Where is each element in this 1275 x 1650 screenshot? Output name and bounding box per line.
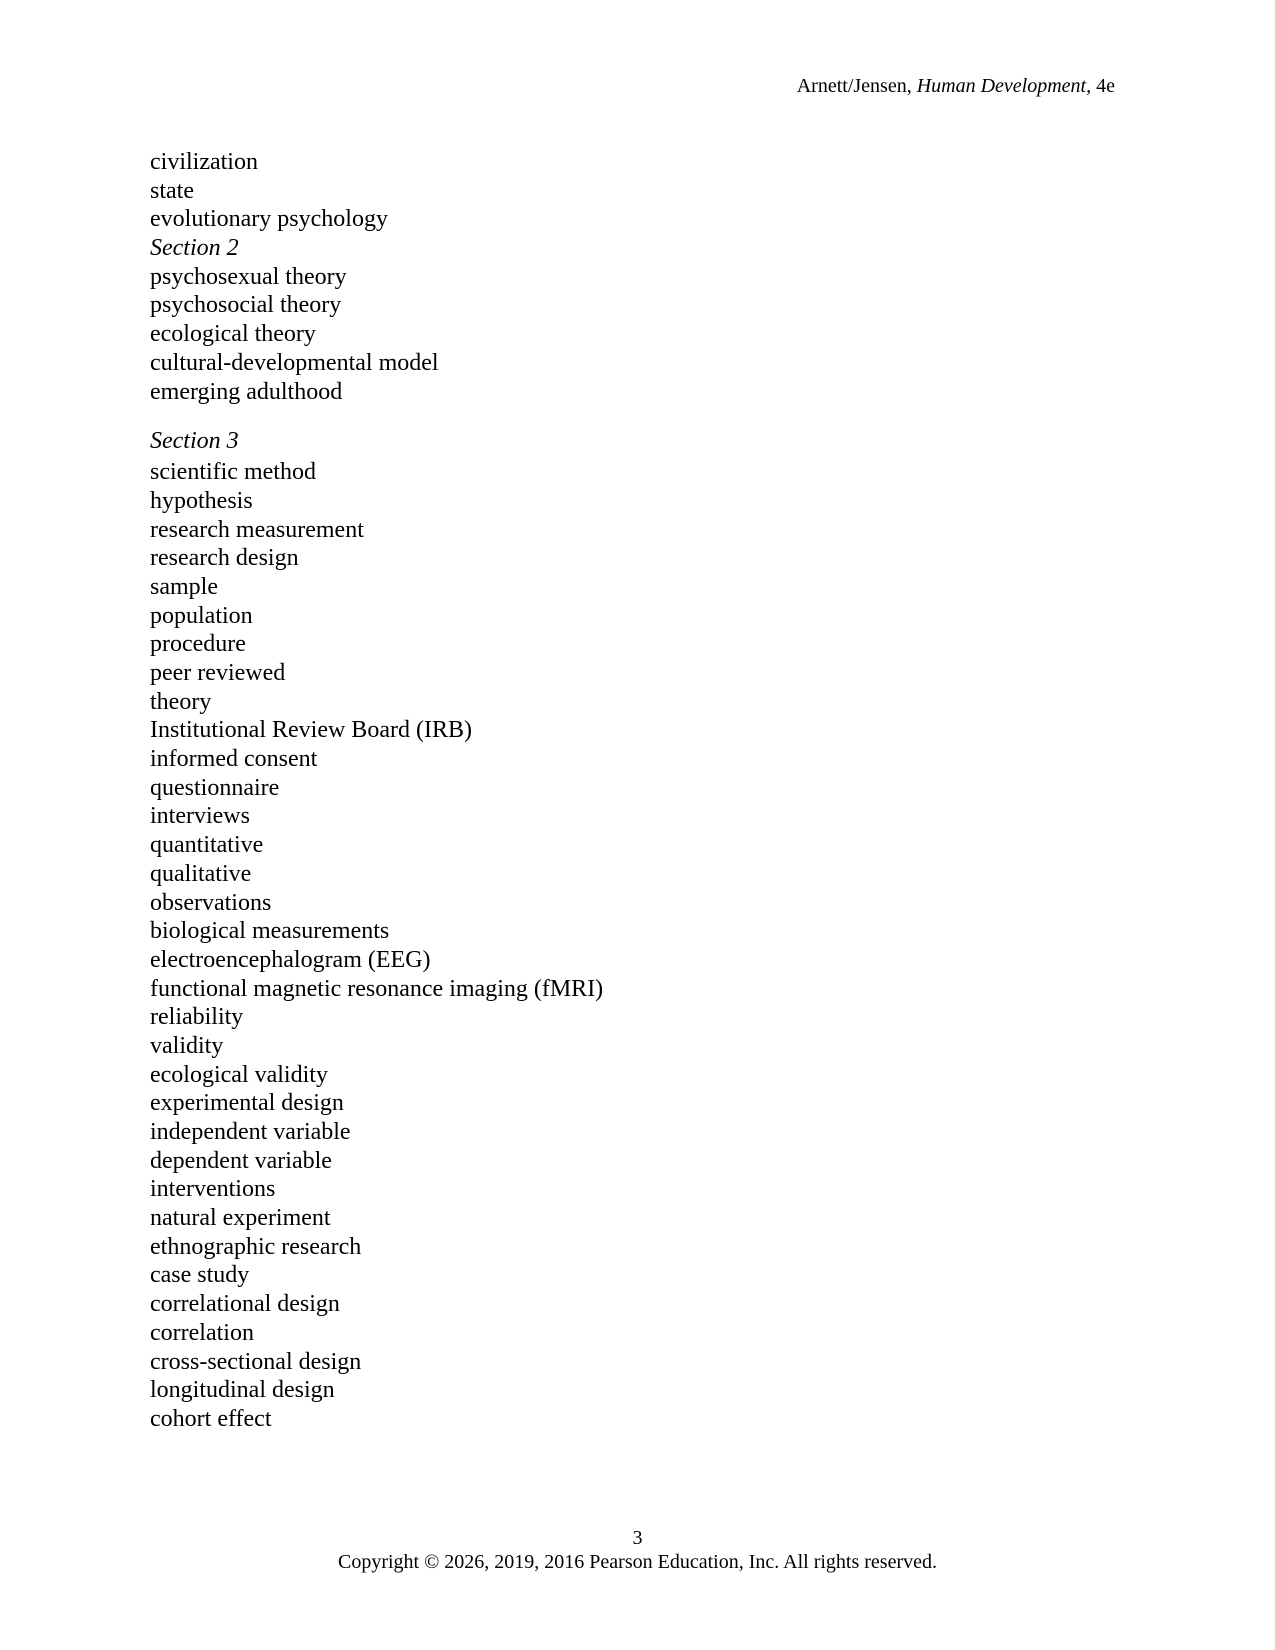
term-item: cross-sectional design <box>150 1348 362 1375</box>
term-item: emerging adulthood <box>150 378 343 405</box>
term-item: scientific method <box>150 459 316 486</box>
term-item: correlation <box>150 1319 254 1346</box>
term-item: experimental design <box>150 1090 344 1117</box>
term-item: validity <box>150 1032 224 1059</box>
term-item: psychosocial theory <box>150 292 342 319</box>
term-item: ecological validity <box>150 1061 328 1088</box>
term-item: cultural-developmental model <box>150 349 439 376</box>
term-item: questionnaire <box>150 774 280 801</box>
term-item: correlational design <box>150 1291 340 1318</box>
term-item: ethnographic research <box>150 1233 362 1260</box>
term-item: longitudinal design <box>150 1377 335 1404</box>
term-item: interventions <box>150 1176 276 1203</box>
running-header <box>797 74 1115 98</box>
header-edition: 4e <box>1091 75 1115 97</box>
term-item: observations <box>150 889 272 916</box>
term-item: dependent variable <box>150 1147 332 1174</box>
term-item: peer reviewed <box>150 660 286 686</box>
term-item: functional magnetic resonance imaging (fMRI) <box>150 975 604 1002</box>
term-item: electroencephalogram (EEG) <box>150 946 431 973</box>
term-item: sample <box>150 573 218 600</box>
term-item: reliability <box>150 1004 244 1031</box>
term-item: research design <box>150 545 299 572</box>
section-2-heading: Section 2 <box>150 235 239 262</box>
term-item: Institutional Review Board (IRB) <box>150 717 472 744</box>
term-item: evolutionary psychology <box>150 206 388 233</box>
term-item: biological measurements <box>150 918 390 945</box>
term-item: qualitative <box>150 860 252 887</box>
header-authors: Arnett/Jensen, <box>796 75 917 97</box>
term-item: population <box>150 602 253 629</box>
term-item: hypothesis <box>150 487 253 514</box>
term-item: case study <box>150 1262 250 1289</box>
term-item: procedure <box>150 631 246 658</box>
term-item: interviews <box>150 803 250 830</box>
term-item: state <box>150 177 194 204</box>
term-item: theory <box>150 688 212 715</box>
copyright-notice: Copyright © 2026, 2019, 2016 Pearson Education, Inc. All rights reserved. <box>338 1551 937 1573</box>
term-list <box>150 148 603 1434</box>
header-book-title: Human Development, <box>916 75 1092 97</box>
section-3-heading: Section 3 <box>150 428 239 455</box>
term-item: informed consent <box>150 746 318 773</box>
term-item: natural experiment <box>150 1205 331 1232</box>
term-item: independent variable <box>150 1119 351 1145</box>
term-item: research measurement <box>150 516 364 543</box>
term-item: ecological theory <box>150 321 316 348</box>
term-item: quantitative <box>150 832 264 859</box>
term-item: cohort effect <box>150 1405 272 1432</box>
term-item: psychosexual theory <box>150 263 347 290</box>
term-item: civilization <box>150 149 258 175</box>
page-number: 3 <box>632 1527 643 1549</box>
